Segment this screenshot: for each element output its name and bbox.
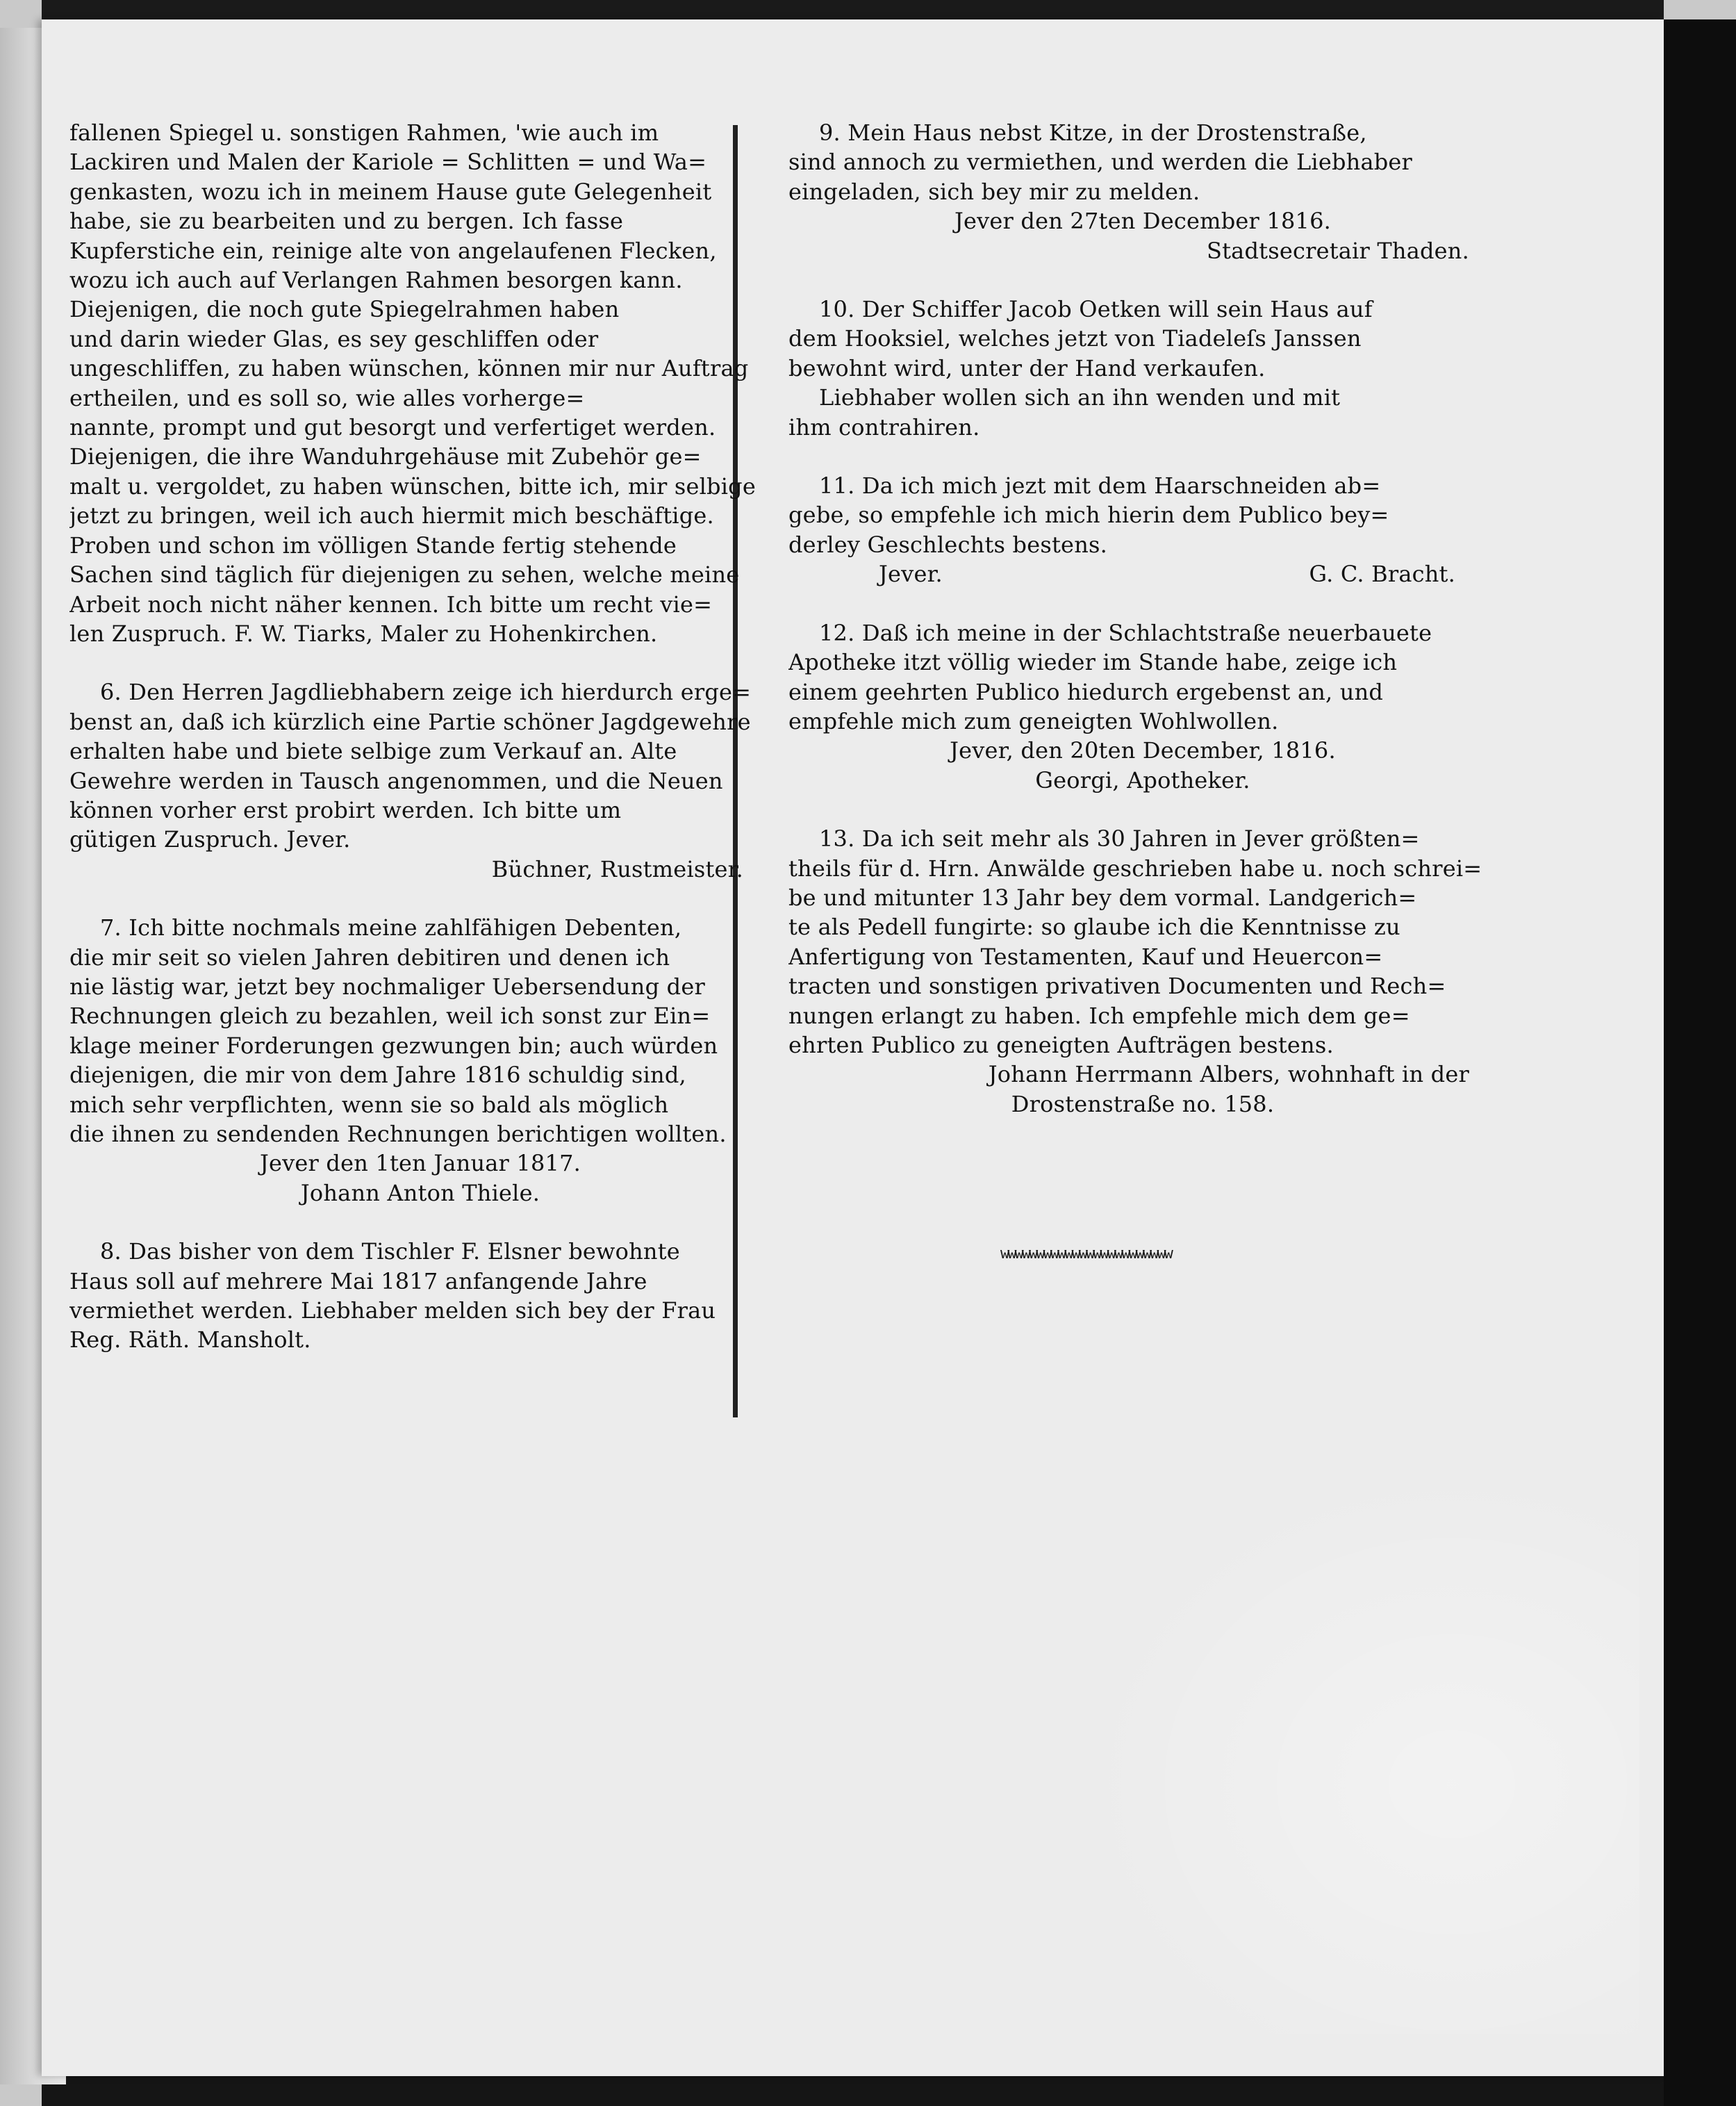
- text-line: nie lästig war, jetzt bey nochmaliger Uebersendung der: [69, 973, 705, 1000]
- notice-11: [788, 471, 1497, 589]
- signature: Johann Anton Thiele.: [300, 1179, 540, 1206]
- text-line: empfehle mich zum geneigten Wohlwollen.: [788, 707, 1279, 734]
- text-line: Arbeit noch nicht näher kennen. Ich bitte um recht vie=: [69, 591, 713, 618]
- right-column: [788, 118, 1497, 1148]
- text-line: Rechnungen gleich zu bezahlen, weil ich sonst zur Ein=: [69, 1003, 711, 1030]
- text-line: Kupferstiche ein, reinige alte von angelaufenen Flecken,: [69, 237, 717, 264]
- text-line: bewohnt wird, unter der Hand verkaufen.: [788, 354, 1266, 381]
- text-line: diejenigen, die mir von dem Jahre 1816 schuldig sind,: [69, 1062, 686, 1089]
- notice-9: [788, 118, 1497, 265]
- text-line: 10. Der Schiffer Jacob Oetken will sein Haus auf: [819, 296, 1373, 323]
- text-line: theils für d. Hrn. Anwälde geschrieben habe u. noch schrei=: [788, 855, 1482, 882]
- text-line: können vorher erst probirt werden. Ich bitte um: [69, 796, 622, 823]
- text-line: Anfertigung von Testamenten, Kauf und Heuercon=: [788, 943, 1383, 970]
- text-line: 7. Ich bitte nochmals meine zahlfähigen Debenten,: [100, 914, 682, 941]
- place-signature-row: [788, 559, 1497, 589]
- text-line: gütigen Zuspruch. Jever.: [69, 826, 351, 853]
- text-line: Johann Herrmann Albers, wohnhaft in der: [988, 1061, 1469, 1088]
- place-date: Jever den 27ten December 1816.: [954, 208, 1332, 235]
- text-line: Haus soll auf mehrere Mai 1817 anfangende Jahre: [69, 1267, 647, 1294]
- text-line: dem Hooksiel, welches jetzt von Tiadeleſs Janssen: [788, 325, 1362, 352]
- text-line: be und mitunter 13 Jahr bey dem vormal. Landgerich=: [788, 884, 1417, 911]
- decorative-rule: wwwwwwwwwwwwwwwwwwwwwwww: [1000, 1246, 1171, 1262]
- text-line: erhalten habe und biete selbige zum Verkauf an. Alte: [69, 738, 677, 765]
- text-line: derley Geschlechts bestens.: [788, 531, 1107, 558]
- text-line: 9. Mein Haus nebst Kitze, in der Drostenstraße,: [819, 120, 1367, 146]
- notice-10: [788, 295, 1497, 442]
- notice-7: [69, 913, 771, 1208]
- text-line: Reg. Räth. Mansholt.: [69, 1326, 311, 1354]
- text-line: ehrten Publico zu geneigten Aufträgen bestens.: [788, 1031, 1334, 1058]
- paper-crease: [1014, 1409, 1639, 2034]
- text-line: Gewehre werden in Tausch angenommen, und die Neuen: [69, 767, 723, 794]
- text-line: nannte, prompt und gut besorgt und verfertiget werden.: [69, 414, 716, 441]
- text-line: mich sehr verpflichten, wenn sie so bald als möglich: [69, 1091, 669, 1118]
- text-line: ihm contrahiren.: [788, 413, 980, 441]
- notice-8: [69, 1237, 771, 1355]
- text-line: die ihnen zu sendenden Rechnungen berichtigen wollten.: [69, 1121, 727, 1147]
- notice-13: [788, 824, 1497, 1119]
- signature: Georgi, Apotheker.: [1035, 766, 1250, 793]
- scan-right-border: [1664, 19, 1736, 2106]
- text-line: gebe, so empfehle ich mich hierin dem Publico bey=: [788, 502, 1389, 529]
- text-line: Apotheke itzt völlig wieder im Stande habe, zeige ich: [788, 649, 1398, 676]
- text-line: und darin wieder Glas, es sey geschliffen oder: [69, 325, 599, 352]
- text-line: len Zuspruch. F. W. Tiarks, Maler zu Hohenkirchen.: [69, 620, 658, 647]
- text-line: Diejenigen, die ihre Wanduhrgehäuse mit Zubehör ge=: [69, 443, 702, 470]
- text-line: Lackiren und Malen der Kariole = Schlitten = und Wa=: [69, 149, 707, 176]
- text-line: 13. Da ich seit mehr als 30 Jahren in Jever größten=: [819, 825, 1420, 853]
- text-line: fallenen Spiegel u. sonstigen Rahmen, 'wie auch im: [69, 120, 659, 146]
- text-line: ungeschliffen, zu haben wünschen, können mir nur Auftrag: [69, 355, 749, 382]
- text-line: ertheilen, und es soll so, wie alles vorherge=: [69, 384, 585, 411]
- text-line: malt u. vergoldet, zu haben wünschen, bitte ich, mir selbige: [69, 472, 756, 500]
- scan-top-edge: [42, 0, 1664, 19]
- text-line: Proben und schon im völligen Stande fertig stehende: [69, 532, 677, 559]
- text-line: 11. Da ich mich jezt mit dem Haarschneiden ab=: [819, 472, 1381, 500]
- notice-6: [69, 677, 771, 884]
- text-line: habe, sie zu bearbeiten und zu bergen. Ich fasse: [69, 208, 624, 235]
- text-line: 8. Das bisher von dem Tischler F. Elsner bewohnte: [100, 1238, 680, 1265]
- text-line: wozu ich auch auf Verlangen Rahmen besorgen kann.: [69, 267, 683, 294]
- text-line: einem geehrten Publico hiedurch ergebenst an, und: [788, 678, 1384, 705]
- place-date: Jever, den 20ten December, 1816.: [950, 737, 1336, 764]
- text-line: genkasten, wozu ich in meinem Hause gute Gelegenheit: [69, 178, 712, 205]
- place: Jever.: [879, 561, 943, 588]
- text-line: klage meiner Forderungen gezwungen bin; auch würden: [69, 1032, 718, 1059]
- signature: G. C. Bracht.: [1309, 561, 1455, 588]
- left-column: [69, 118, 771, 1384]
- text-line: te als Pedell fungirte: so glaube ich die Kenntnisse zu: [788, 914, 1400, 941]
- place-date: Jever den 1ten Januar 1817.: [259, 1150, 581, 1177]
- text-line: nungen erlangt zu haben. Ich empfehle mich dem ge=: [788, 1002, 1410, 1029]
- text-line: jetzt zu bringen, weil ich auch hiermit mich beschäftige.: [69, 502, 714, 529]
- scan-bottom-edge: [42, 2076, 1664, 2106]
- text-line: Diejenigen, die noch gute Spiegelrahmen haben: [69, 296, 620, 323]
- text-line: Sachen sind täglich für diejenigen zu sehen, welche meine: [69, 561, 740, 589]
- text-line: 6. Den Herren Jagdliebhabern zeige ich hierdurch erge=: [100, 679, 752, 706]
- text-line: benst an, daß ich kürzlich eine Partie schöner Jagdgewehre: [69, 708, 751, 735]
- signature: Büchner, Rustmeister.: [491, 855, 743, 882]
- text-line: vermiethet werden. Liebhaber melden sich bey der Frau: [69, 1297, 716, 1324]
- text-line: 12. Daß ich meine in der Schlachtstraße neuerbauete: [819, 619, 1432, 646]
- text-line: eingeladen, sich bey mir zu melden.: [788, 178, 1200, 205]
- notice-5: [69, 118, 771, 648]
- text-line: die mir seit so vielen Jahren debitiren und denen ich: [69, 944, 670, 971]
- signature: Drostenstraße no. 158.: [1011, 1090, 1275, 1117]
- text-line: tracten und sonstigen privativen Documenten und Rech=: [788, 973, 1446, 1000]
- notice-12: [788, 618, 1497, 795]
- signature: Stadtsecretair Thaden.: [1207, 237, 1469, 264]
- text-line: sind annoch zu vermiethen, und werden die Liebhaber: [788, 149, 1413, 176]
- text-line: Liebhaber wollen sich an ihn wenden und mit: [819, 384, 1341, 411]
